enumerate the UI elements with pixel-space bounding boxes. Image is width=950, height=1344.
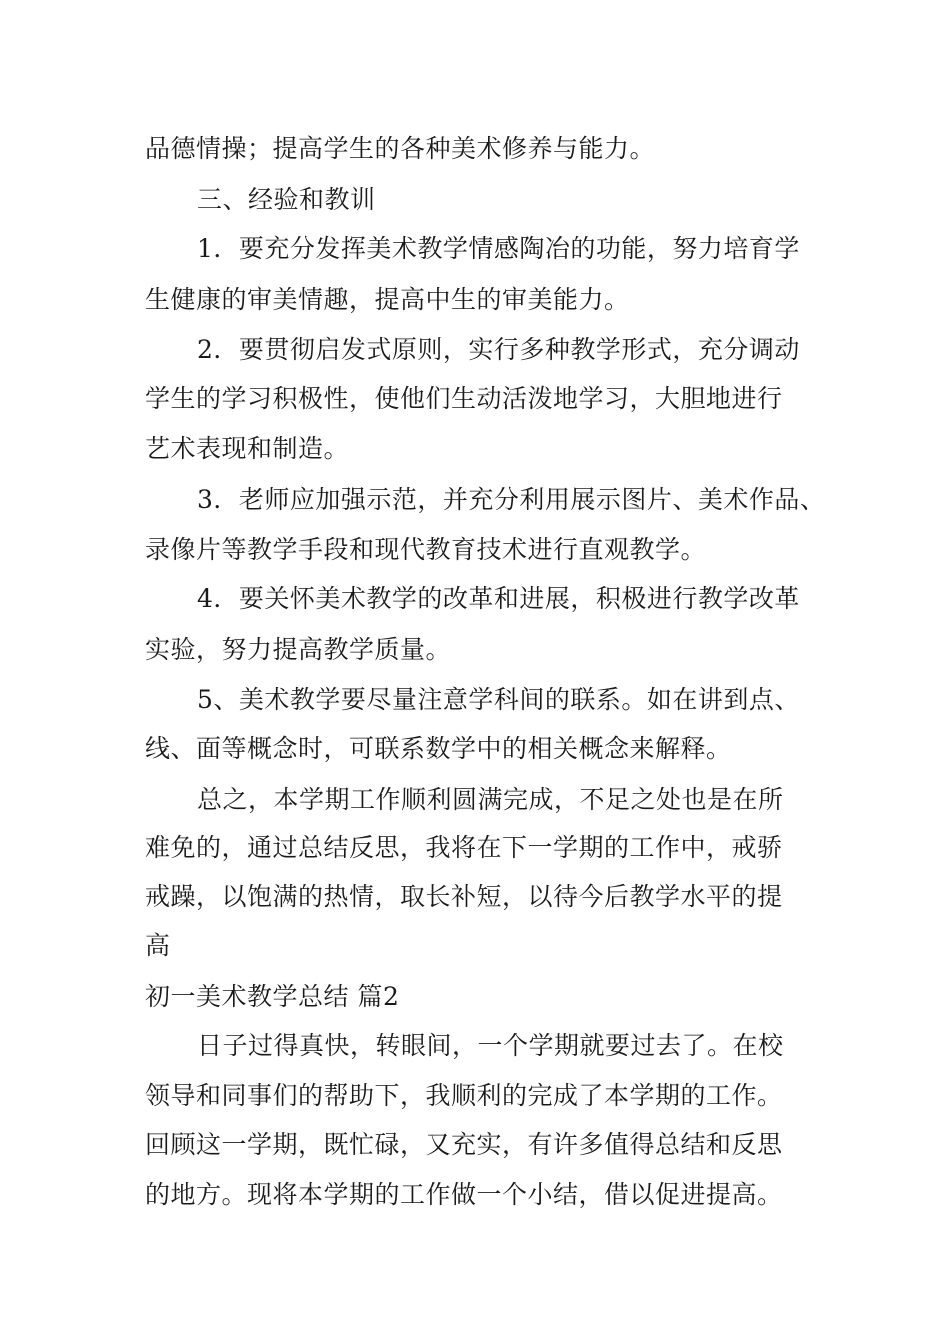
list-item-4-line-2: 实验，努力提高教学质量。 — [145, 635, 452, 664]
intro-line-1: 日子过得真快，转眼间，一个学期就要过去了。在校 — [197, 1031, 784, 1060]
summary-line-2: 难免的，通过总结反思，我将在下一学期的工作中，戒骄 — [145, 833, 783, 862]
summary-line-3: 戒躁，以饱满的热情，取长补短，以待今后教学水平的提 — [145, 882, 783, 911]
list-item-2-line-1: 2．要贯彻启发式原则，实行多种教学形式，充分调动 — [197, 335, 800, 364]
list-item-5-line-1: 5、美术教学要尽量注意学科间的联系。如在讲到点、 — [197, 685, 800, 714]
summary-line-4: 高 — [145, 931, 171, 960]
intro-line-3: 回顾这一学期，既忙碌，又充实，有许多值得总结和反思 — [145, 1130, 783, 1159]
body-text-line: 品德情操；提高学生的各种美术修养与能力。 — [145, 134, 656, 163]
article-title: 初一美术教学总结 篇2 — [145, 982, 400, 1011]
list-item-5-line-2: 线、面等概念时，可联系数学中的相关概念来解释。 — [145, 734, 732, 763]
list-item-2-line-3: 艺术表现和制造。 — [145, 434, 350, 463]
intro-line-4: 的地方。现将本学期的工作做一个小结，借以促进提高。 — [145, 1180, 783, 1209]
list-item-1-line-1: 1．要充分发挥美术教学情感陶冶的功能，努力培育学 — [197, 234, 800, 263]
list-item-3-line-1: 3．老师应加强示范，并充分利用展示图片、美术作品、 — [197, 485, 826, 514]
list-item-3-line-2: 录像片等教学手段和现代教育技术进行直观教学。 — [145, 535, 707, 564]
list-item-2-line-2: 学生的学习积极性，使他们生动活泼地学习，大胆地进行 — [145, 384, 783, 413]
list-item-4-line-1: 4．要关怀美术教学的改革和进展，积极进行教学改革 — [197, 584, 800, 613]
intro-line-2: 领导和同事们的帮助下，我顺利的完成了本学期的工作。 — [145, 1081, 783, 1110]
summary-line-1: 总之，本学期工作顺利圆满完成，不足之处也是在所 — [197, 785, 784, 814]
section-heading: 三、经验和教训 — [197, 185, 376, 214]
list-item-1-line-2: 生健康的审美情趣，提高中生的审美能力。 — [145, 285, 630, 314]
